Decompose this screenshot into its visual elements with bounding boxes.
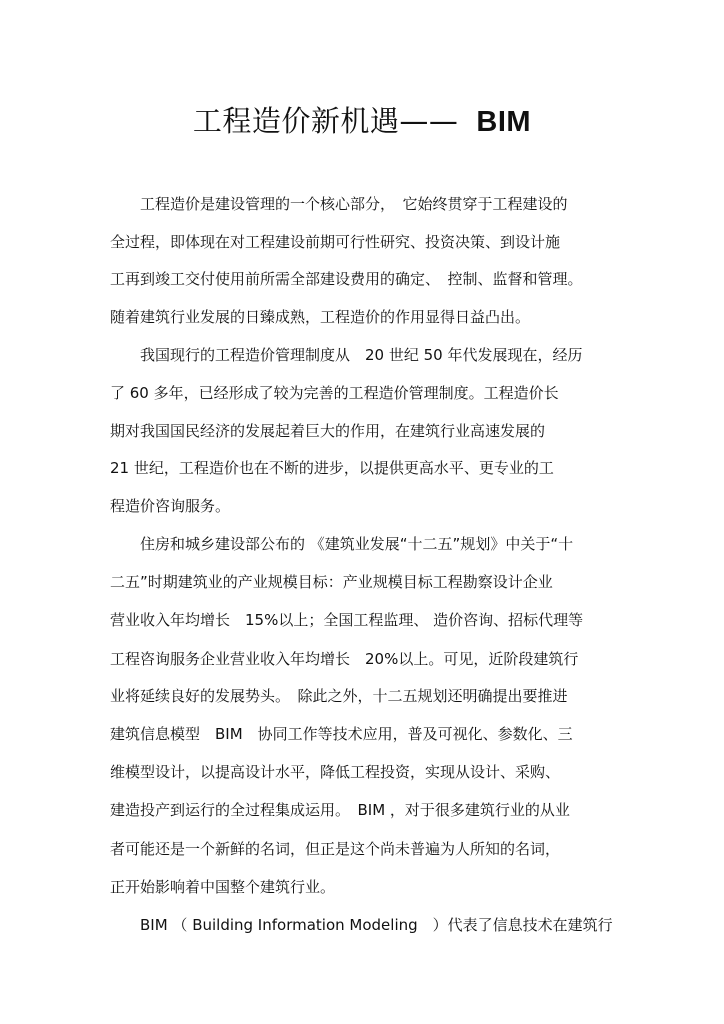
text-line: 期对我国国民经济的发展起着巨大的作用，在建筑行业高速发展的 — [110, 422, 546, 440]
text-line: 程造价咨询服务。 — [110, 497, 231, 515]
text-line: 工程咨询服务企业营业收入年均增长 20%以上。可见，近阶段建筑行 — [110, 650, 579, 668]
text-line: 21 世纪，工程造价也在不断的进步，以提供更高水平、更专业的工 — [110, 459, 554, 477]
text-line: 随着建筑行业发展的日臻成熟，工程造价的作用显得日益凸出。 — [110, 308, 531, 326]
text-line: 我国现行的工程造价管理制度从 20 世纪 50 年代发展现在，经历 — [110, 346, 583, 364]
document-title — [0, 102, 724, 141]
text-line: 二五”时期建筑业的产业规模目标：产业规模目标工程勘察设计企业 — [110, 573, 553, 591]
text-line: 营业收入年均增长 15%以上；全国工程监理、 造价咨询、招标代理等 — [110, 611, 584, 629]
text-line: 建筑信息模型 BIM 协同工作等技术应用，普及可视化、参数化、三 — [110, 725, 573, 743]
text-line: 维模型设计，以提高设计水平，降低工程投资，实现从设计、采购、 — [110, 763, 561, 781]
title-main: 工程造价新机遇—— — [192, 104, 459, 138]
text-line: 住房和城乡建设部公布的 《建筑业发展“十二五”规划》中关于“十 — [110, 535, 574, 553]
text-line: 者可能还是一个新鲜的名词，但正是这个尚未普遍为人所知的名词， — [110, 840, 561, 858]
text-line: 了 60 多年，已经形成了较为完善的工程造价管理制度。工程造价长 — [110, 384, 559, 402]
text-line: 建造投产到运行的全过程集成运用。 BIM ，对于很多建筑行业的从业 — [110, 801, 570, 819]
title-latin: BIM — [476, 106, 532, 138]
text-line: 工再到竣工交付使用前所需全部建设费用的确定、 控制、监督和管理。 — [110, 270, 583, 288]
text-line: 业将延续良好的发展势头。 除此之外，十二五规划还明确提出要推进 — [110, 687, 568, 705]
text-line: BIM （ Building Information Modeling ）代表了信息技术在建筑行 — [110, 916, 613, 934]
text-line: 正开始影响着中国整个建筑行业。 — [110, 878, 336, 896]
text-line: 全过程，即体现在对工程建设前期可行性研究、投资决策、到设计施 — [110, 233, 561, 251]
text-line: 工程造价是建设管理的一个核心部分， 它始终贯穿于工程建设的 — [110, 195, 568, 213]
